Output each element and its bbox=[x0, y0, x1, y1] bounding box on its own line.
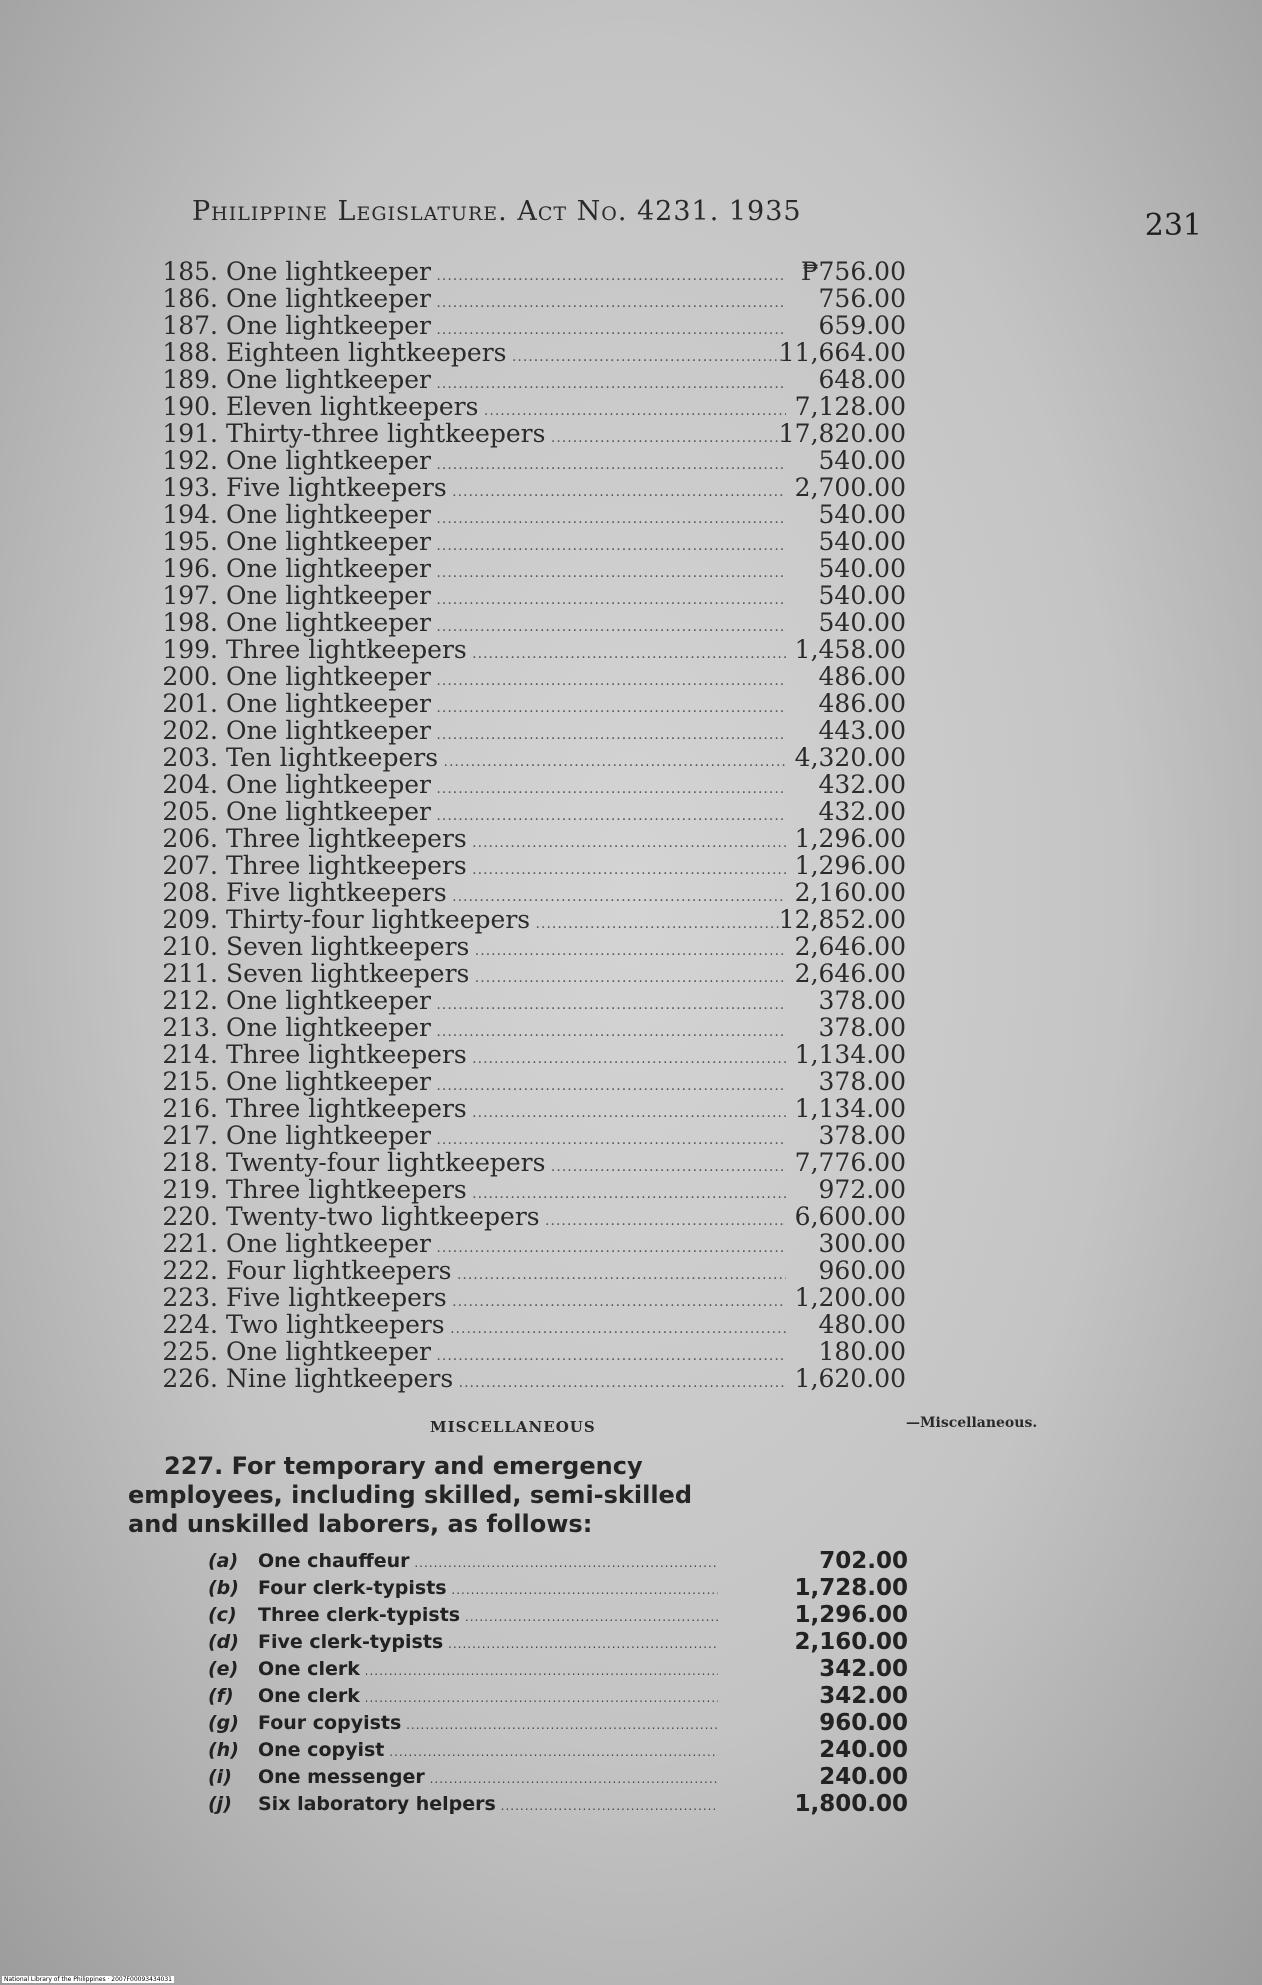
item-amount: 648.00 bbox=[818, 365, 906, 394]
item-description: Three lightkeepers ..... bbox=[226, 825, 786, 857]
item-amount: 378.00 bbox=[818, 1067, 906, 1096]
item-number: 199. bbox=[162, 635, 218, 664]
subitem-description: Six laboratory helpers ..... bbox=[258, 1791, 718, 1820]
subitem-description: One chauffeur ..... bbox=[258, 1548, 718, 1577]
item-description: Three lightkeepers ..... bbox=[226, 852, 786, 884]
item-number: 206. bbox=[162, 824, 218, 853]
item-number: 187. bbox=[162, 311, 218, 340]
item-amount: 378.00 bbox=[818, 1121, 906, 1150]
subitem-row bbox=[208, 1656, 908, 1683]
appropriation-row bbox=[156, 852, 906, 879]
item-number: 195. bbox=[162, 527, 218, 556]
item-amount: 486.00 bbox=[818, 662, 906, 691]
item-description: Thirty-four lightkeepers ..... bbox=[226, 906, 786, 938]
item-number: 188. bbox=[162, 338, 218, 367]
item-number: 189. bbox=[162, 365, 218, 394]
margin-note: —Miscellaneous. bbox=[906, 1415, 1038, 1431]
subitem-description: One clerk ..... bbox=[258, 1656, 718, 1685]
item-number: 196. bbox=[162, 554, 218, 583]
item-description: One lightkeeper ..... bbox=[226, 447, 786, 479]
item-description: Ten lightkeepers ..... bbox=[226, 744, 786, 776]
item-amount: 756.00 bbox=[818, 284, 906, 313]
item-description: Five lightkeepers ..... bbox=[226, 474, 786, 506]
subitem-row bbox=[208, 1791, 908, 1818]
subitem-label: (j) bbox=[208, 1793, 232, 1815]
miscellaneous-subitems bbox=[208, 1548, 908, 1818]
item-amount: 7,128.00 bbox=[794, 392, 906, 421]
item-description: One lightkeeper ..... bbox=[226, 501, 786, 533]
item-amount: 17,820.00 bbox=[778, 419, 906, 448]
item-number: 226. bbox=[162, 1364, 218, 1393]
appropriation-row bbox=[156, 744, 906, 771]
item-description: Five lightkeepers ..... bbox=[226, 879, 786, 911]
item-number: 201. bbox=[162, 689, 218, 718]
appropriation-row bbox=[156, 771, 906, 798]
appropriation-row bbox=[156, 501, 906, 528]
item-number: 214. bbox=[162, 1040, 218, 1069]
appropriation-row bbox=[156, 1149, 906, 1176]
appropriation-row bbox=[156, 366, 906, 393]
item-amount: 1,134.00 bbox=[794, 1094, 906, 1123]
item-amount: 2,646.00 bbox=[794, 959, 906, 988]
item-number: 218. bbox=[162, 1148, 218, 1177]
item-amount: 540.00 bbox=[818, 527, 906, 556]
item-number: 198. bbox=[162, 608, 218, 637]
item-description: One lightkeeper ..... bbox=[226, 987, 786, 1019]
appropriation-row bbox=[156, 1311, 906, 1338]
subitem-row bbox=[208, 1548, 908, 1575]
subitem-row bbox=[208, 1602, 908, 1629]
item-description: One lightkeeper ..... bbox=[226, 1014, 786, 1046]
subitem-amount: 342.00 bbox=[819, 1683, 908, 1709]
appropriation-row bbox=[156, 1095, 906, 1122]
item-amount: 378.00 bbox=[818, 1013, 906, 1042]
item-amount: 11,664.00 bbox=[778, 338, 906, 367]
appropriation-row bbox=[156, 1257, 906, 1284]
item-amount: 300.00 bbox=[818, 1229, 906, 1258]
item-description: One lightkeeper ..... bbox=[226, 1230, 786, 1262]
item-227-paragraph: 227. For temporary and emergency employees, including skilled, semi-skilled and unskilled laborers, as follows: bbox=[128, 1452, 693, 1538]
item-description: One lightkeeper ..... bbox=[226, 555, 786, 587]
item-description: One lightkeeper ..... bbox=[226, 609, 786, 641]
appropriation-row bbox=[156, 1365, 906, 1392]
item-amount: 2,160.00 bbox=[794, 878, 906, 907]
appropriation-row bbox=[156, 1338, 906, 1365]
item-number: 219. bbox=[162, 1175, 218, 1204]
item-description: Three lightkeepers ..... bbox=[226, 1041, 786, 1073]
subitem-label: (d) bbox=[208, 1631, 239, 1653]
item-amount: 6,600.00 bbox=[794, 1202, 906, 1231]
appropriation-row bbox=[156, 1284, 906, 1311]
item-number: 192. bbox=[162, 446, 218, 475]
subitem-description: Four clerk-typists ..... bbox=[258, 1575, 718, 1604]
appropriation-row bbox=[156, 1122, 906, 1149]
item-description: Eighteen lightkeepers ..... bbox=[226, 339, 786, 371]
subitem-description: Three clerk-typists ..... bbox=[258, 1602, 718, 1631]
item-description: Thirty-three lightkeepers ..... bbox=[226, 420, 786, 452]
item-description: One lightkeeper ..... bbox=[226, 798, 786, 830]
appropriation-row bbox=[156, 1176, 906, 1203]
appropriation-row bbox=[156, 1014, 906, 1041]
item-description: Seven lightkeepers ..... bbox=[226, 960, 786, 992]
appropriation-row bbox=[156, 447, 906, 474]
appropriation-row bbox=[156, 1203, 906, 1230]
appropriation-row bbox=[156, 339, 906, 366]
appropriation-row bbox=[156, 420, 906, 447]
item-amount: 1,296.00 bbox=[794, 824, 906, 853]
page-number: 231 bbox=[1144, 208, 1202, 243]
item-amount: 540.00 bbox=[818, 608, 906, 637]
appropriation-row bbox=[156, 879, 906, 906]
subitem-row bbox=[208, 1737, 908, 1764]
subitem-description: One clerk ..... bbox=[258, 1683, 718, 1712]
item-amount: 540.00 bbox=[818, 554, 906, 583]
item-description: Five lightkeepers ..... bbox=[226, 1284, 786, 1316]
item-number: 212. bbox=[162, 986, 218, 1015]
item-amount: 432.00 bbox=[818, 797, 906, 826]
appropriation-row bbox=[156, 393, 906, 420]
subitem-row bbox=[208, 1629, 908, 1656]
item-number: 224. bbox=[162, 1310, 218, 1339]
appropriation-row bbox=[156, 717, 906, 744]
appropriation-row bbox=[156, 528, 906, 555]
item-amount: 1,620.00 bbox=[794, 1364, 906, 1393]
subitem-label: (c) bbox=[208, 1604, 237, 1626]
item-number: 203. bbox=[162, 743, 218, 772]
item-description: Twenty-two lightkeepers ..... bbox=[226, 1203, 786, 1235]
item-amount: ₱756.00 bbox=[800, 257, 906, 286]
appropriation-row bbox=[156, 933, 906, 960]
appropriation-row bbox=[156, 555, 906, 582]
item-amount: 180.00 bbox=[818, 1337, 906, 1366]
item-number: 208. bbox=[162, 878, 218, 907]
item-number: 209. bbox=[162, 905, 218, 934]
item-amount: 540.00 bbox=[818, 500, 906, 529]
subitem-amount: 342.00 bbox=[819, 1656, 908, 1682]
item-description: One lightkeeper ..... bbox=[226, 717, 786, 749]
subitem-row bbox=[208, 1575, 908, 1602]
subitem-amount: 1,728.00 bbox=[794, 1575, 908, 1601]
item-amount: 4,320.00 bbox=[794, 743, 906, 772]
item-number: 222. bbox=[162, 1256, 218, 1285]
item-description: Three lightkeepers ..... bbox=[226, 1095, 786, 1127]
appropriation-row bbox=[156, 798, 906, 825]
page-header bbox=[192, 196, 1202, 243]
item-amount: 2,700.00 bbox=[794, 473, 906, 502]
item-description: Seven lightkeepers ..... bbox=[226, 933, 786, 965]
item-amount: 1,458.00 bbox=[794, 635, 906, 664]
item-amount: 1,200.00 bbox=[794, 1283, 906, 1312]
item-description: One lightkeeper ..... bbox=[226, 663, 786, 695]
subitem-label: (h) bbox=[208, 1739, 239, 1761]
item-description: One lightkeeper ..... bbox=[226, 771, 786, 803]
subitem-description: Five clerk-typists ..... bbox=[258, 1629, 718, 1658]
item-description: Nine lightkeepers ..... bbox=[226, 1365, 786, 1397]
appropriation-row bbox=[156, 474, 906, 501]
subitem-row bbox=[208, 1764, 908, 1791]
appropriation-row bbox=[156, 1068, 906, 1095]
subitem-label: (a) bbox=[208, 1550, 239, 1572]
item-number: 190. bbox=[162, 392, 218, 421]
subitem-amount: 702.00 bbox=[819, 1548, 908, 1574]
item-number: 186. bbox=[162, 284, 218, 313]
item-amount: 443.00 bbox=[818, 716, 906, 745]
subitem-row bbox=[208, 1683, 908, 1710]
item-amount: 12,852.00 bbox=[778, 905, 906, 934]
item-description: One lightkeeper ..... bbox=[226, 366, 786, 398]
item-amount: 2,646.00 bbox=[794, 932, 906, 961]
subitem-label: (g) bbox=[208, 1712, 239, 1734]
item-description: One lightkeeper ..... bbox=[226, 258, 786, 290]
item-number: 210. bbox=[162, 932, 218, 961]
item-description: Twenty-four lightkeepers ..... bbox=[226, 1149, 786, 1181]
subitem-label: (i) bbox=[208, 1766, 232, 1788]
appropriation-row bbox=[156, 690, 906, 717]
appropriation-row bbox=[156, 663, 906, 690]
item-number: 205. bbox=[162, 797, 218, 826]
item-number: 221. bbox=[162, 1229, 218, 1258]
item-description: One lightkeeper ..... bbox=[226, 690, 786, 722]
item-amount: 480.00 bbox=[818, 1310, 906, 1339]
item-description: Three lightkeepers ..... bbox=[226, 636, 786, 668]
appropriation-row bbox=[156, 609, 906, 636]
item-number: 220. bbox=[162, 1202, 218, 1231]
item-number: 197. bbox=[162, 581, 218, 610]
subitem-row bbox=[208, 1710, 908, 1737]
scan-footer: National Library of the Philippines · 2007F00093434031 bbox=[4, 1976, 172, 1983]
appropriation-row bbox=[156, 987, 906, 1014]
subitem-amount: 960.00 bbox=[819, 1710, 908, 1736]
item-amount: 1,134.00 bbox=[794, 1040, 906, 1069]
appropriation-row bbox=[156, 636, 906, 663]
appropriation-row bbox=[156, 258, 906, 285]
section-heading: MISCELLANEOUS bbox=[430, 1418, 596, 1436]
item-amount: 486.00 bbox=[818, 689, 906, 718]
item-number: 185. bbox=[162, 257, 218, 286]
item-number: 217. bbox=[162, 1121, 218, 1150]
item-amount: 960.00 bbox=[818, 1256, 906, 1285]
item-number: 204. bbox=[162, 770, 218, 799]
item-amount: 378.00 bbox=[818, 986, 906, 1015]
subitem-amount: 240.00 bbox=[819, 1764, 908, 1790]
subitem-amount: 2,160.00 bbox=[794, 1629, 908, 1655]
subitem-label: (e) bbox=[208, 1658, 239, 1680]
appropriation-row bbox=[156, 960, 906, 987]
item-amount: 432.00 bbox=[818, 770, 906, 799]
item-description: One lightkeeper ..... bbox=[226, 312, 786, 344]
subitem-amount: 240.00 bbox=[819, 1737, 908, 1763]
item-description: One lightkeeper ..... bbox=[226, 1338, 786, 1370]
subitem-description: One copyist ..... bbox=[258, 1737, 718, 1766]
running-header: Philippine Legislature. Act No. 4231. 1935 bbox=[192, 196, 802, 227]
item-description: Three lightkeepers ..... bbox=[226, 1176, 786, 1208]
item-amount: 659.00 bbox=[818, 311, 906, 340]
subitem-label: (b) bbox=[208, 1577, 239, 1599]
item-amount: 540.00 bbox=[818, 446, 906, 475]
item-description: One lightkeeper ..... bbox=[226, 582, 786, 614]
item-number: 225. bbox=[162, 1337, 218, 1366]
subitem-amount: 1,296.00 bbox=[794, 1602, 908, 1628]
item-number: 202. bbox=[162, 716, 218, 745]
item-number: 194. bbox=[162, 500, 218, 529]
item-amount: 972.00 bbox=[818, 1175, 906, 1204]
item-number: 207. bbox=[162, 851, 218, 880]
item-description: One lightkeeper ..... bbox=[226, 528, 786, 560]
appropriation-row bbox=[156, 825, 906, 852]
item-number: 200. bbox=[162, 662, 218, 691]
appropriation-row bbox=[156, 1230, 906, 1257]
item-number: 191. bbox=[162, 419, 218, 448]
item-description: Two lightkeepers ..... bbox=[226, 1311, 786, 1343]
item-number: 216. bbox=[162, 1094, 218, 1123]
appropriation-row bbox=[156, 582, 906, 609]
subitem-label: (f) bbox=[208, 1685, 234, 1707]
appropriation-row bbox=[156, 285, 906, 312]
item-description: One lightkeeper ..... bbox=[226, 1122, 786, 1154]
appropriation-row bbox=[156, 1041, 906, 1068]
appropriation-list bbox=[156, 258, 906, 1392]
item-number: 213. bbox=[162, 1013, 218, 1042]
item-amount: 7,776.00 bbox=[794, 1148, 906, 1177]
subitem-description: Four copyists ..... bbox=[258, 1710, 718, 1739]
item-number: 215. bbox=[162, 1067, 218, 1096]
item-number: 211. bbox=[162, 959, 218, 988]
item-description: One lightkeeper ..... bbox=[226, 285, 786, 317]
item-number: 193. bbox=[162, 473, 218, 502]
appropriation-row bbox=[156, 906, 906, 933]
item-amount: 540.00 bbox=[818, 581, 906, 610]
item-number: 223. bbox=[162, 1283, 218, 1312]
item-description: Eleven lightkeepers ..... bbox=[226, 393, 786, 425]
item-amount: 1,296.00 bbox=[794, 851, 906, 880]
item-description: One lightkeeper ..... bbox=[226, 1068, 786, 1100]
subitem-amount: 1,800.00 bbox=[794, 1791, 908, 1817]
item-description: Four lightkeepers ..... bbox=[226, 1257, 786, 1289]
subitem-description: One messenger ..... bbox=[258, 1764, 718, 1793]
appropriation-row bbox=[156, 312, 906, 339]
